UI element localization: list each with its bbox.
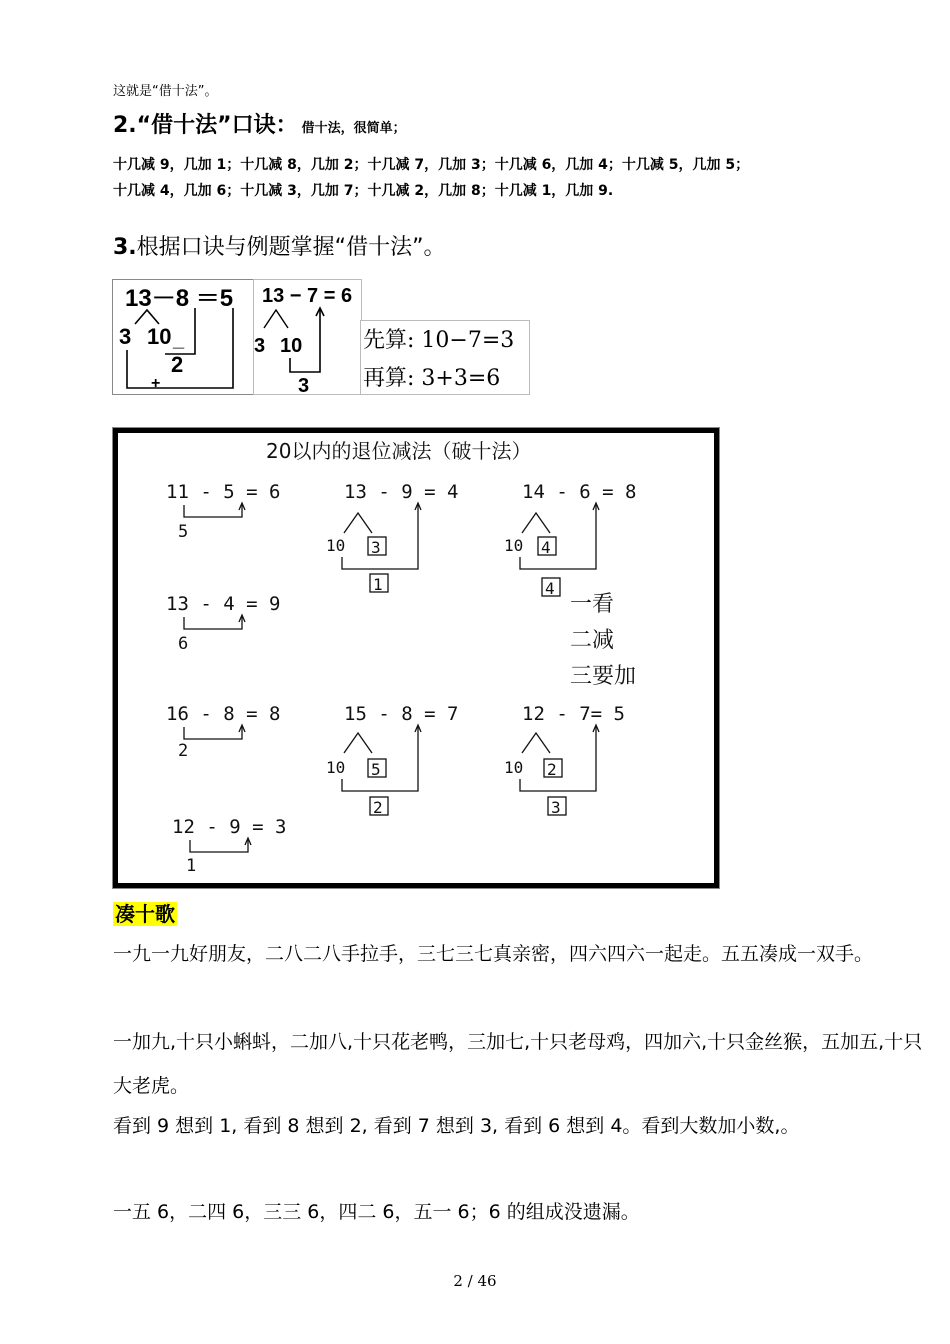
example-a-two: 2 bbox=[171, 352, 184, 377]
eq2-split bbox=[344, 513, 372, 533]
example-b-equation: 13 − 7 = 6 bbox=[262, 285, 353, 307]
eq5-connector bbox=[184, 727, 242, 739]
song-paragraph-3: 看到 9 想到 1, 看到 8 想到 2, 看到 7 想到 3, 看到 6 想到 4。看到大数加小数,。 bbox=[113, 1115, 800, 1137]
section3-heading bbox=[113, 230, 445, 261]
step1: 一看 bbox=[570, 592, 615, 617]
example-a-plus: + bbox=[151, 375, 161, 392]
song-heading: 凑十歌 bbox=[115, 902, 175, 926]
rhyme-line-2: 十几减 4，几加 6；十几减 3，几加 7；十几减 2，几加 8；十几减 1，几加 9. bbox=[113, 183, 614, 199]
eq2: 13 - 9 = 4 bbox=[344, 481, 459, 503]
example-a-split-line bbox=[135, 310, 159, 324]
example-figure-c bbox=[360, 320, 530, 395]
eq8-connector bbox=[190, 840, 248, 852]
eq3-split bbox=[522, 513, 550, 533]
section2-subtitle: 借十法，很简单； bbox=[301, 121, 406, 136]
intro-line: 这就是“借十法”。 bbox=[113, 84, 218, 99]
section3-number: 3. bbox=[113, 235, 137, 260]
eq3-box-num: 4 bbox=[541, 538, 551, 557]
example-c-line1: 先算: 10−7=3 bbox=[363, 328, 515, 353]
example-b-ten: 10 bbox=[280, 335, 303, 357]
rhyme-line-1: 十几减 9，几加 1；十几减 8，几加 2；十几减 7，几加 3；十几减 6，几加 4；十几减 5，几加 5； bbox=[113, 157, 750, 173]
eq2-bottom: 1 bbox=[373, 575, 383, 594]
example-a-equation: 13－8 ＝5 bbox=[125, 285, 234, 312]
example-c-line2: 再算: 3+3=6 bbox=[363, 366, 501, 391]
example-a-minus: _ bbox=[173, 329, 185, 351]
eq1-connector bbox=[184, 505, 242, 517]
eq3-connector bbox=[520, 505, 596, 569]
example-b-left: 3 bbox=[254, 335, 266, 357]
eq7-bottom: 3 bbox=[551, 798, 561, 817]
song-heading-wrap bbox=[113, 898, 177, 927]
eq6-box-num: 5 bbox=[371, 760, 381, 779]
section2-title: 2.“借十法”口诀： bbox=[113, 113, 298, 138]
example-a-ten: 10 bbox=[147, 324, 172, 349]
step3: 三要加 bbox=[570, 664, 637, 689]
big-figure bbox=[113, 428, 719, 888]
eq2-ten: 10 bbox=[326, 536, 346, 555]
example-b-bottom: 3 bbox=[298, 375, 310, 394]
page-number: 2 / 46 bbox=[453, 1272, 497, 1290]
example-b-split-line bbox=[264, 310, 288, 328]
eq6-split bbox=[344, 733, 372, 753]
eq1: 11 - 5 = 6 bbox=[166, 481, 281, 503]
song-paragraph-4: 一五 6，二四 6，三三 6，四二 6，五一 6；6 的组成没遗漏。 bbox=[113, 1201, 640, 1223]
eq3: 14 - 6 = 8 bbox=[522, 481, 637, 503]
big-figure-title: 20以内的退位减法（破十法） bbox=[266, 439, 532, 463]
eq4: 13 - 4 = 9 bbox=[166, 593, 281, 615]
example-a-left: 3 bbox=[119, 324, 132, 349]
eq7-box-num: 2 bbox=[547, 760, 557, 779]
example-figure-a bbox=[112, 279, 254, 395]
song-paragraph-2: 一加九,十只小蝌蚪，二加八,十只花老鸭，三加七,十只老母鸡，四加六,十只金丝猴，五加五,十只大老虎。 bbox=[113, 1031, 923, 1097]
section3-title: 根据口诀与例题掌握“借十法”。 bbox=[136, 235, 446, 260]
eq7-ten: 10 bbox=[504, 758, 524, 777]
eq5-sub: 2 bbox=[178, 741, 189, 761]
eq6-ten: 10 bbox=[326, 758, 346, 777]
step2: 二减 bbox=[570, 628, 615, 653]
eq7-split bbox=[522, 733, 550, 753]
eq2-box-num: 3 bbox=[371, 538, 381, 557]
eq6: 15 - 8 = 7 bbox=[344, 703, 459, 725]
eq1-sub: 5 bbox=[178, 522, 189, 542]
eq6-bottom: 2 bbox=[373, 798, 383, 817]
eq5: 16 - 8 = 8 bbox=[166, 703, 281, 725]
example-figure-b bbox=[253, 279, 362, 395]
eq8: 12 - 9 = 3 bbox=[172, 816, 287, 838]
eq4-sub: 6 bbox=[178, 634, 189, 654]
eq3-bottom: 4 bbox=[545, 579, 555, 598]
eq7: 12 - 7= 5 bbox=[522, 703, 625, 725]
section2-heading bbox=[113, 108, 406, 139]
song-paragraph-1: 一九一九好朋友，二八二八手拉手，三七三七真亲密，四六四六一起走。五五凑成一双手。 bbox=[113, 943, 874, 965]
eq8-sub: 1 bbox=[186, 856, 197, 876]
eq4-connector bbox=[184, 617, 242, 629]
eq3-ten: 10 bbox=[504, 536, 524, 555]
